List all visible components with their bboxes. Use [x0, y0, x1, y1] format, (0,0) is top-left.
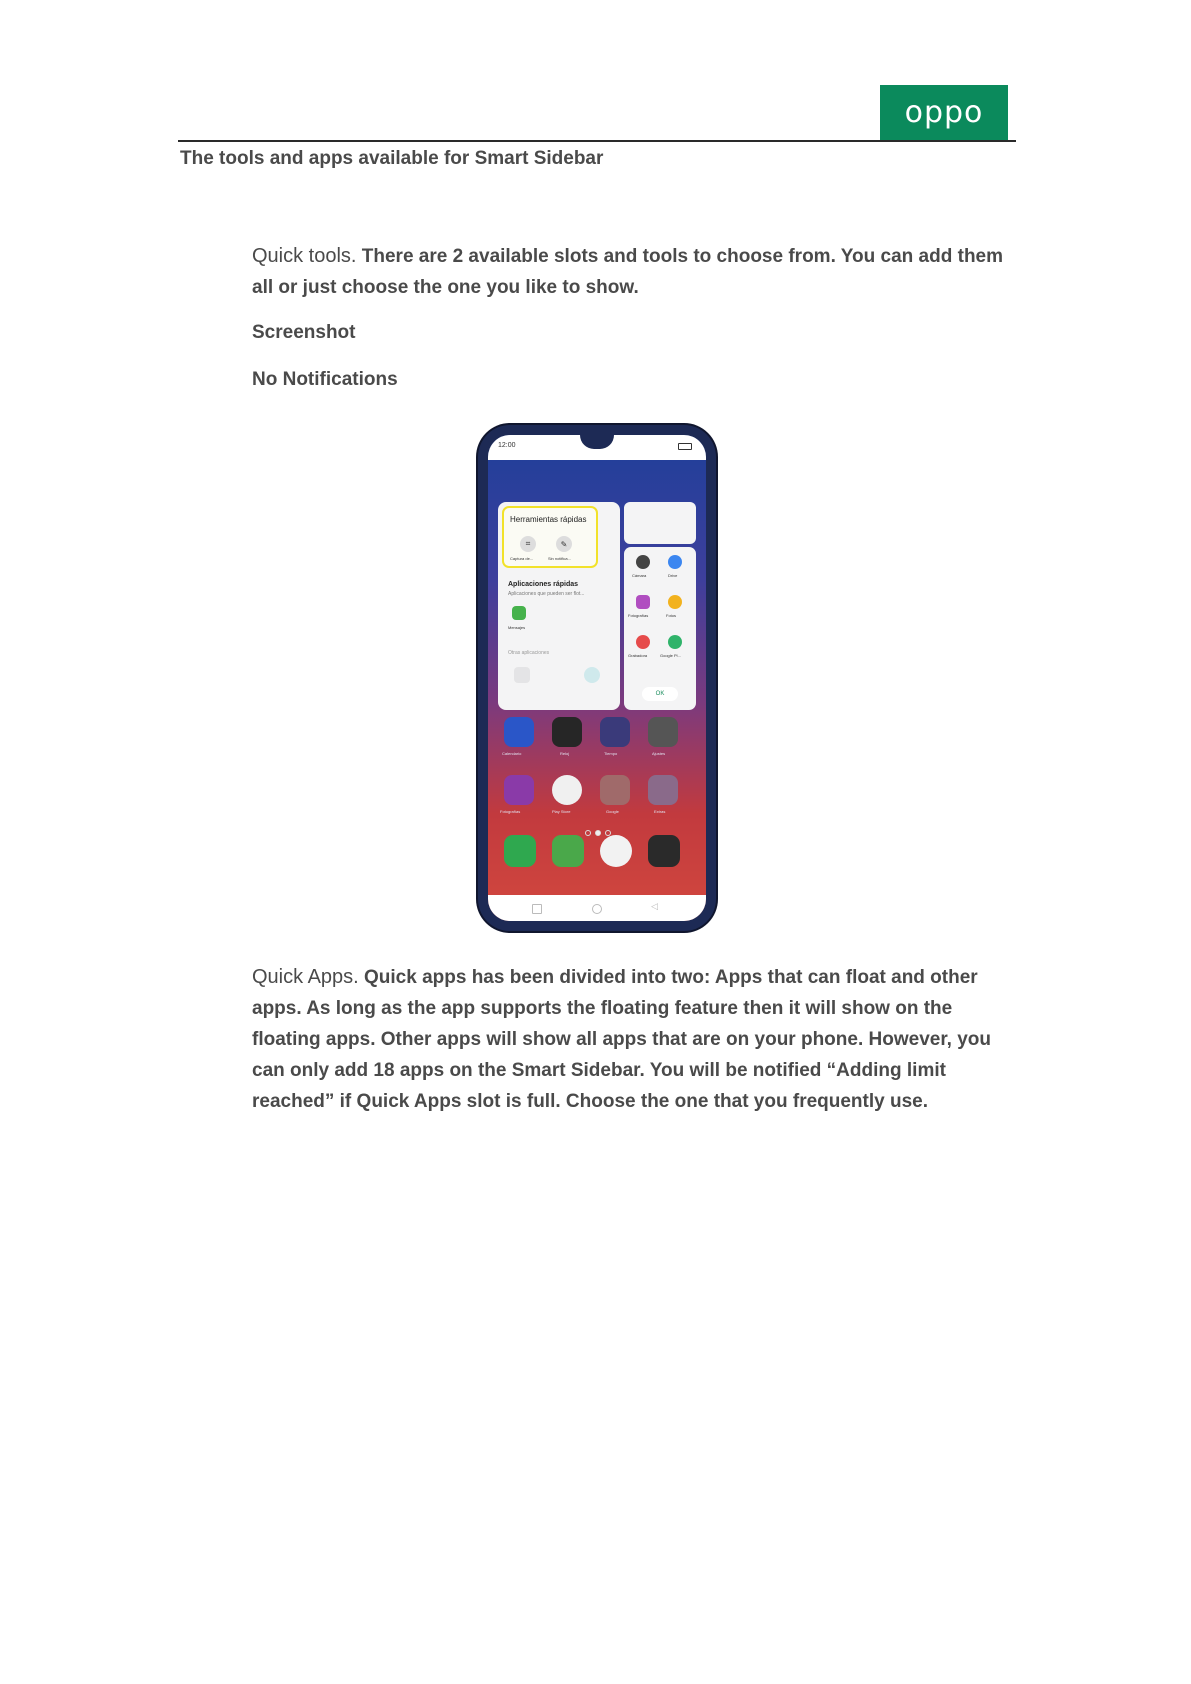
sidebar-top-slot	[624, 502, 696, 544]
quick-tools-highlight	[502, 506, 598, 568]
quick-apps-title: Aplicaciones rápidas	[508, 581, 579, 588]
google-folder-icon[interactable]	[600, 775, 630, 805]
battery-icon	[678, 443, 692, 450]
ok-button[interactable]: OK	[642, 687, 678, 701]
camera-dock-icon[interactable]	[648, 835, 680, 867]
browser-icon[interactable]	[600, 835, 632, 867]
home-app-label: Google	[606, 809, 619, 814]
logo-text: oppo	[904, 94, 984, 130]
quick-apps-subtitle: Aplicaciones que pueden ser flot...	[508, 591, 585, 597]
status-time: 12:00	[498, 442, 516, 449]
tool1-label: Captura de...	[510, 556, 534, 561]
app-label: Fotos	[666, 613, 677, 618]
home-app-label: Fotografías	[500, 809, 521, 814]
home-app-label: Tiempo	[604, 751, 618, 756]
tool2-label: Sin notifica...	[548, 556, 571, 561]
extras-folder-icon[interactable]	[648, 775, 678, 805]
quick-tools-text: There are 2 available slots and tools to choose from. You can add them all or just choose the one you like to show.	[252, 246, 1004, 298]
back-icon[interactable]: ◁	[651, 901, 658, 911]
messages-icon[interactable]	[512, 606, 526, 620]
app-label: Drive	[668, 573, 678, 578]
home-app-label: Calendario	[502, 751, 522, 756]
home-app-label: Reloj	[560, 751, 570, 756]
home-app-label: Extras	[654, 809, 666, 814]
google-photos-icon[interactable]	[668, 595, 682, 609]
app-label: Cámara	[632, 573, 647, 578]
phone-screen	[488, 435, 706, 921]
camera-icon[interactable]	[636, 555, 650, 569]
oppo-logo	[880, 85, 1008, 140]
home-icon[interactable]	[592, 904, 602, 914]
app-placeholder-icon	[514, 667, 530, 683]
quick-apps-text: Quick apps has been divided into two: Apps that can float and other apps. As long as the app supports the floating feature then it will show on the floating apps. Other apps will show all apps that are on your phone. However, you can only add 18 apps on the Smart Sidebar. You will be notified “Adding limit reached” if Quick Apps slot is full. Choose the one that you frequently use.	[252, 967, 992, 1112]
weather-icon[interactable]	[600, 717, 630, 747]
phone-icon[interactable]	[504, 835, 536, 867]
panel-title: Herramientas rápidas	[510, 515, 587, 524]
nav-bar	[488, 895, 706, 921]
page-indicator	[583, 823, 613, 829]
photos-gallery-icon[interactable]	[636, 595, 650, 609]
no-notifications-icon[interactable]: ✎	[556, 536, 572, 552]
messages-label: Mensajes	[508, 625, 526, 630]
app-label: Fotografías	[628, 613, 649, 618]
app-label: Google Pl...	[660, 653, 681, 658]
recorder-icon[interactable]	[636, 635, 650, 649]
crop-icon[interactable]: ⌗	[520, 536, 536, 552]
quick-tools-paragraph	[252, 241, 1020, 303]
clock-icon[interactable]	[552, 717, 582, 747]
home-app-label: Play Store	[552, 809, 571, 814]
quick-apps-lead: Quick Apps.	[252, 966, 359, 988]
play-store-icon[interactable]	[552, 775, 582, 805]
home-app-label: Ajustes	[652, 751, 666, 756]
header-rule	[178, 140, 1016, 142]
messages-dock-icon[interactable]	[552, 835, 584, 867]
phone-screenshot	[478, 425, 716, 931]
recents-icon[interactable]	[532, 904, 542, 914]
other-apps-label: Otras aplicaciones	[508, 650, 550, 656]
calendar-icon[interactable]	[504, 717, 534, 747]
sidebar-apps-panel	[624, 547, 696, 710]
drive-icon[interactable]	[668, 555, 682, 569]
tool-item-screenshot: Screenshot	[252, 322, 356, 343]
section-title: The tools and apps available for Smart Sidebar	[180, 148, 604, 169]
quick-apps-paragraph	[252, 962, 1020, 1117]
gallery-icon[interactable]	[504, 775, 534, 805]
app-placeholder-icon	[584, 667, 600, 683]
sidebar-panel	[498, 502, 620, 710]
play-store-icon[interactable]	[668, 635, 682, 649]
tool-item-no-notifications: No Notifications	[252, 369, 398, 390]
settings-icon[interactable]	[648, 717, 678, 747]
app-label: Grabadora	[628, 653, 648, 658]
app-placeholder-icon	[550, 667, 566, 683]
quick-tools-lead: Quick tools.	[252, 245, 357, 267]
